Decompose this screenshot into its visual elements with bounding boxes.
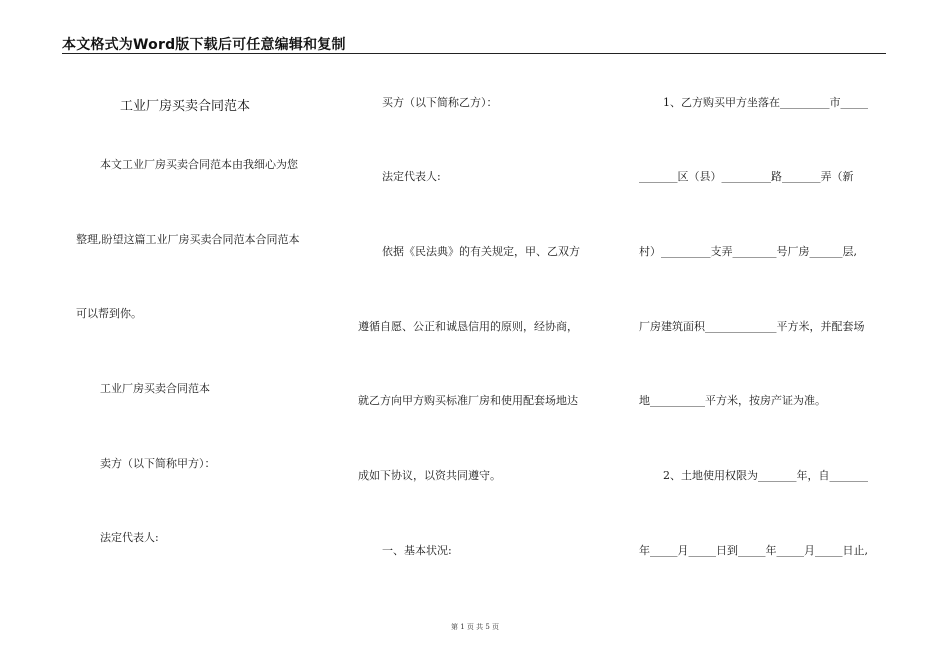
paragraph-line: 地__________平方米，按房产证为准。 <box>639 394 826 407</box>
paragraph-line: 法定代表人: <box>382 170 441 183</box>
paragraph-line: 成如下协议，以资共同遵守。 <box>358 469 501 482</box>
paragraph-line: 卖方（以下简称甲方）： <box>100 457 216 470</box>
paragraph-line: 1、乙方购买甲方坐落在_________市_____ <box>663 96 868 109</box>
document-header: 本文格式为Word版下载后可任意编辑和复制 <box>62 37 346 53</box>
paragraph-line: 整理,盼望这篇工业厂房买卖合同范本合同范本 <box>76 233 300 246</box>
paragraph-line: 村）_________支弄________号厂房______层, <box>639 245 857 258</box>
paragraph-line: 工业厂房买卖合同范本 <box>100 382 210 395</box>
paragraph-line: 一、基本状况: <box>382 544 452 557</box>
header-divider <box>62 53 886 54</box>
paragraph-line: 本文工业厂房买卖合同范本由我细心为您 <box>100 158 298 171</box>
paragraph-line: 买方（以下简称乙方）： <box>382 96 498 109</box>
paragraph-line: 法定代表人: <box>100 531 159 544</box>
paragraph-line: _______区（县）_________路_______弄（新 <box>639 170 854 183</box>
paragraph-line: 依据《民法典》的有关规定，甲、乙双方 <box>382 245 580 258</box>
page-number: 第 1 页 共 5 页 <box>450 623 500 631</box>
paragraph-line: 可以帮到你。 <box>76 307 142 320</box>
paragraph-line: 厂房建筑面积_____________平方米，并配套场 <box>639 320 865 333</box>
paragraph-line: 就乙方向甲方购买标准厂房和使用配套场地达 <box>358 394 578 407</box>
document-title: 工业厂房买卖合同范本 <box>120 99 251 114</box>
paragraph-line: 年_____月_____日到_____年_____月_____日止, <box>639 544 868 557</box>
paragraph-line: 遵循自愿、公正和诚恳信用的原则，经协商， <box>358 320 578 333</box>
paragraph-line: 2、土地使用权限为_______年，自_______ <box>663 469 868 482</box>
